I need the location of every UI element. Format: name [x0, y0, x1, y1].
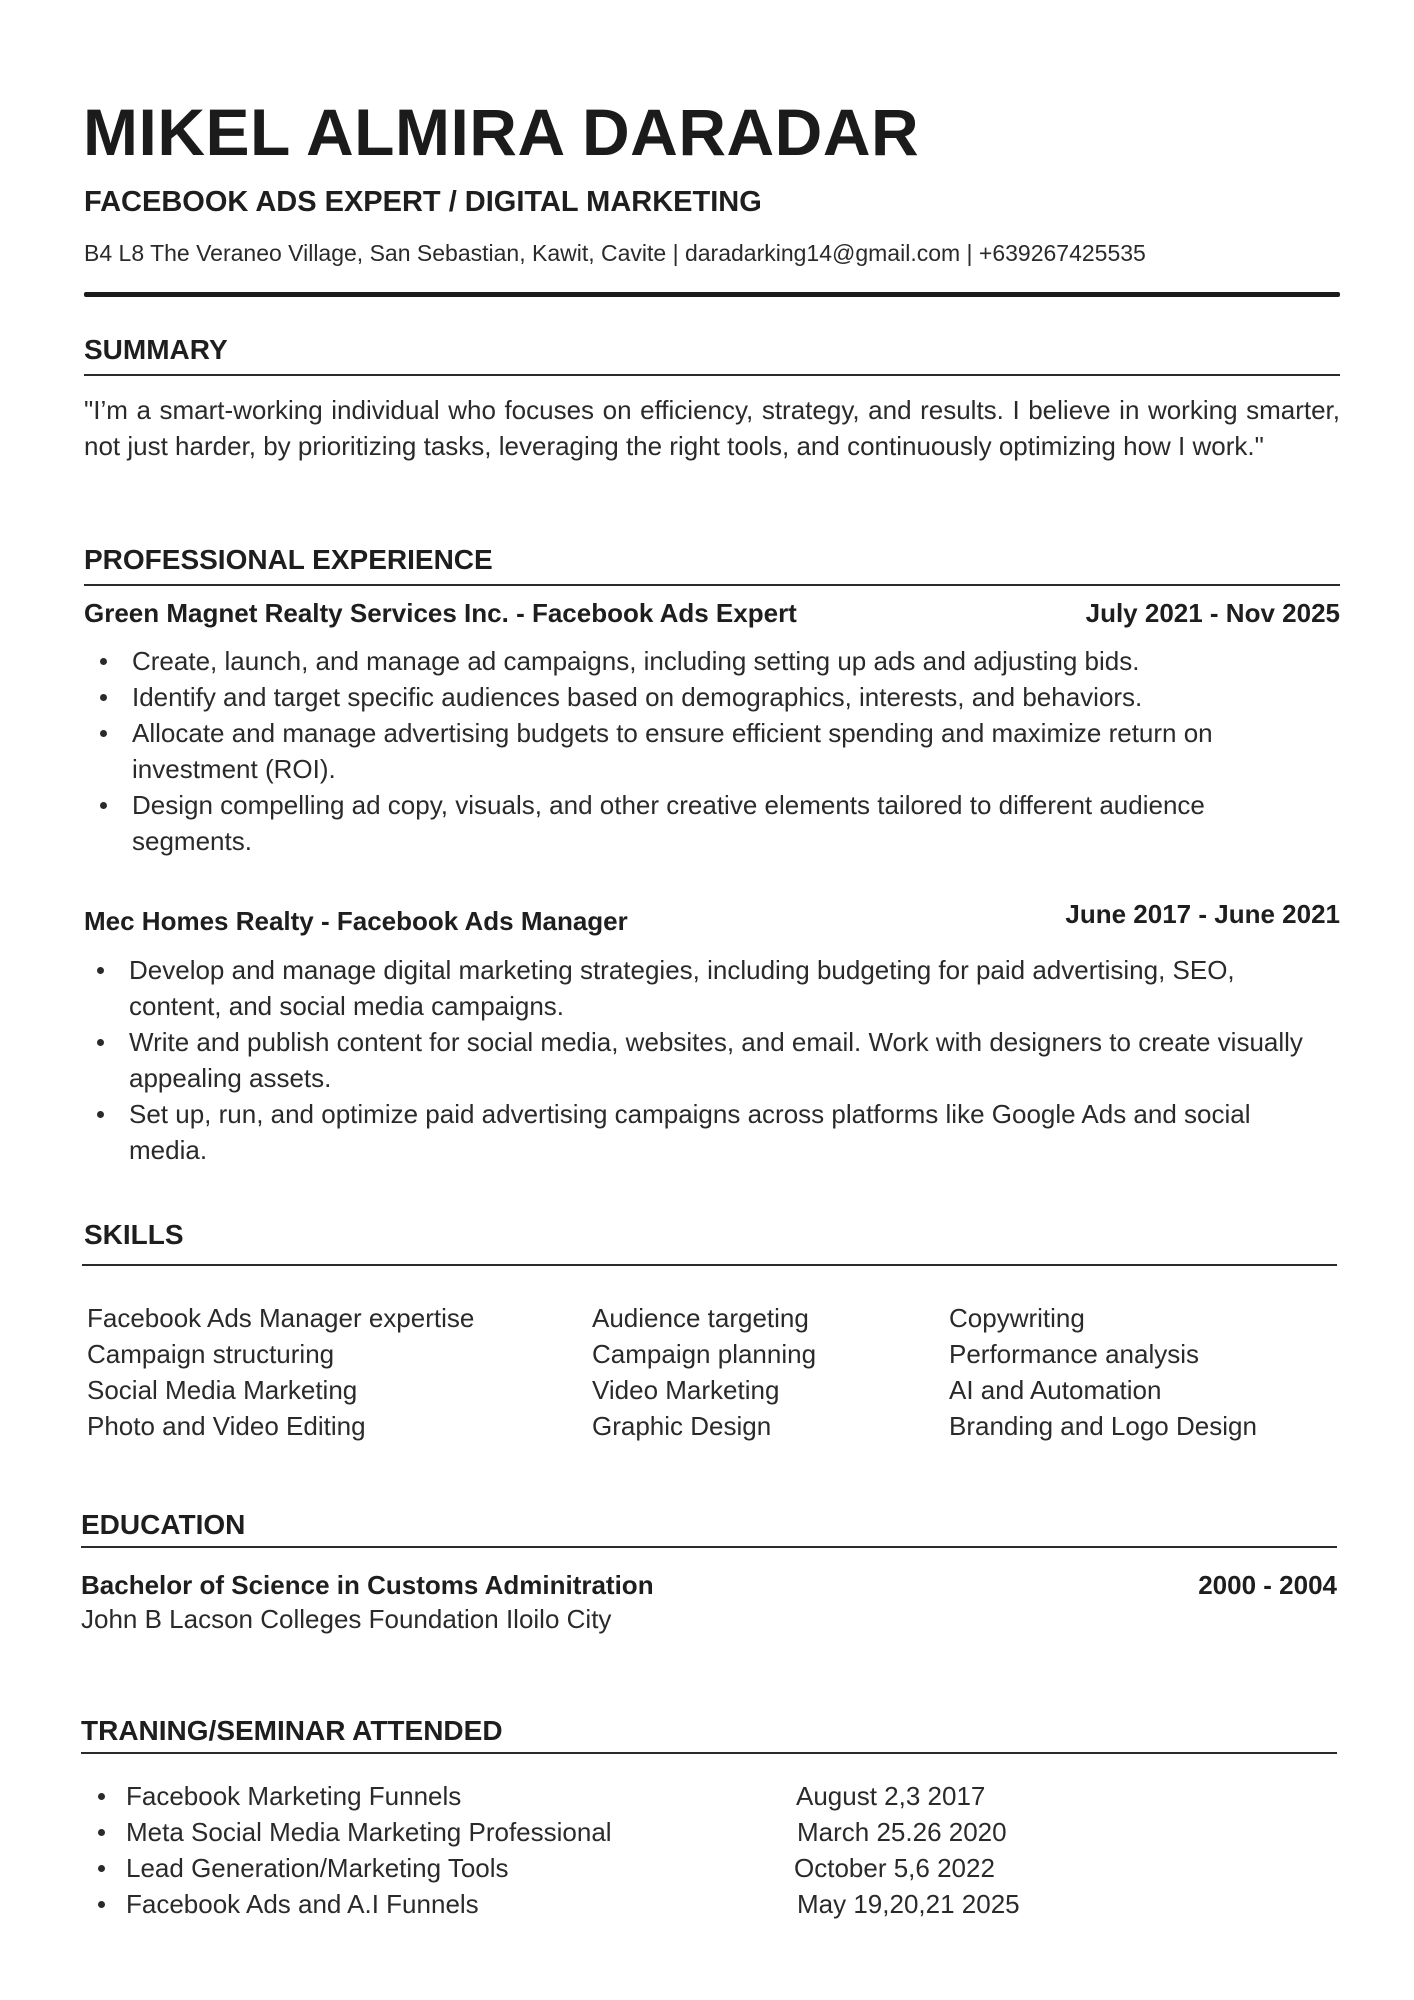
skill-item: Graphic Design — [592, 1411, 772, 1441]
candidate-name: MIKEL ALMIRA DARADAR — [83, 95, 920, 169]
list-item — [81, 1886, 1081, 1922]
skill-item: Branding and Logo Design — [949, 1411, 1257, 1441]
training-name: Meta Social Media Marketing Professional — [126, 1817, 612, 1847]
training-name: Facebook Marketing Funnels — [126, 1781, 462, 1811]
skill-item: AI and Automation — [949, 1375, 1162, 1405]
skills-column-2 — [592, 1300, 816, 1444]
experience-heading: PROFESSIONAL EXPERIENCE — [84, 544, 493, 575]
list-item: Allocate and manage advertising budgets to ensure efficient spending and maximize return on investment (ROI). — [84, 715, 1304, 787]
list-item — [81, 1778, 1081, 1814]
contact-line: B4 L8 The Veraneo Village, San Sebastian, Kawit, Cavite | daradarking14@gmail.com | +639267425535 — [84, 240, 1146, 266]
job-title-2: Mec Homes Realty - Facebook Ads Manager — [84, 906, 628, 936]
bullet-icon — [98, 1901, 105, 1908]
education-degree: Bachelor of Science in Customs Adminitration — [81, 1570, 654, 1600]
header-divider — [84, 292, 1340, 297]
training-date: May 19,20,21 2025 — [797, 1889, 1020, 1919]
bullet-icon — [98, 1829, 105, 1836]
experience-divider — [84, 584, 1340, 586]
education-years: 2000 - 2004 — [1198, 1570, 1337, 1600]
education-heading: EDUCATION — [81, 1509, 246, 1540]
job-date-1: July 2021 - Nov 2025 — [1085, 598, 1340, 628]
bullet-icon — [98, 1865, 105, 1872]
list-item: Write and publish content for social media, websites, and email. Work with designers to create visually appealing assets. — [81, 1024, 1311, 1096]
list-item — [81, 1850, 1081, 1886]
job-1-bullets — [84, 643, 1304, 859]
training-date: October 5,6 2022 — [794, 1853, 995, 1883]
skills-divider — [82, 1264, 1337, 1266]
education-divider — [81, 1546, 1337, 1548]
job-2-bullets — [81, 952, 1311, 1168]
skill-item: Audience targeting — [592, 1303, 809, 1333]
training-divider — [81, 1752, 1337, 1754]
training-name: Facebook Ads and A.I Funnels — [126, 1889, 479, 1919]
summary-heading: SUMMARY — [84, 334, 228, 365]
list-item — [81, 1814, 1081, 1850]
bullet-icon — [98, 1793, 105, 1800]
skills-column-1 — [87, 1300, 474, 1444]
job-title-1: Green Magnet Realty Services Inc. - Facebook Ads Expert — [84, 598, 797, 628]
job-date-2: June 2017 - June 2021 — [1065, 899, 1340, 929]
skills-heading: SKILLS — [84, 1219, 184, 1250]
training-heading: TRANING/SEMINAR ATTENDED — [81, 1715, 503, 1746]
training-name: Lead Generation/Marketing Tools — [126, 1853, 509, 1883]
skill-item: Copywriting — [949, 1303, 1085, 1333]
skill-item: Photo and Video Editing — [87, 1411, 366, 1441]
skill-item: Social Media Marketing — [87, 1375, 358, 1405]
skill-item: Performance analysis — [949, 1339, 1199, 1369]
education-school: John B Lacson Colleges Foundation Iloilo City — [81, 1604, 612, 1634]
skill-item: Facebook Ads Manager expertise — [87, 1303, 475, 1333]
skills-column-3 — [949, 1300, 1257, 1444]
list-item: Develop and manage digital marketing strategies, including budgeting for paid advertising, SEO, content, and social media campaigns. — [81, 952, 1311, 1024]
training-date: March 25.26 2020 — [797, 1817, 1007, 1847]
skill-item: Video Marketing — [592, 1375, 780, 1405]
candidate-headline: FACEBOOK ADS EXPERT / DIGITAL MARKETING — [84, 186, 762, 218]
list-item: Set up, run, and optimize paid advertising campaigns across platforms like Google Ads and social media. — [81, 1096, 1311, 1168]
list-item: Identify and target specific audiences based on demographics, interests, and behaviors. — [84, 679, 1304, 715]
training-date: August 2,3 2017 — [796, 1781, 986, 1811]
list-item: Design compelling ad copy, visuals, and other creative elements tailored to different audience segments. — [84, 787, 1304, 859]
summary-divider — [84, 374, 1340, 376]
skill-item: Campaign structuring — [87, 1339, 335, 1369]
skill-item: Campaign planning — [592, 1339, 817, 1369]
summary-text: "I’m a smart-working individual who focuses on efficiency, strategy, and results. I believe in working smarter, not just harder, by prioritizing tasks, leveraging the right tools, and continuously optimizing how I work." — [84, 395, 1340, 461]
list-item: Create, launch, and manage ad campaigns, including setting up ads and adjusting bids. — [84, 643, 1304, 679]
